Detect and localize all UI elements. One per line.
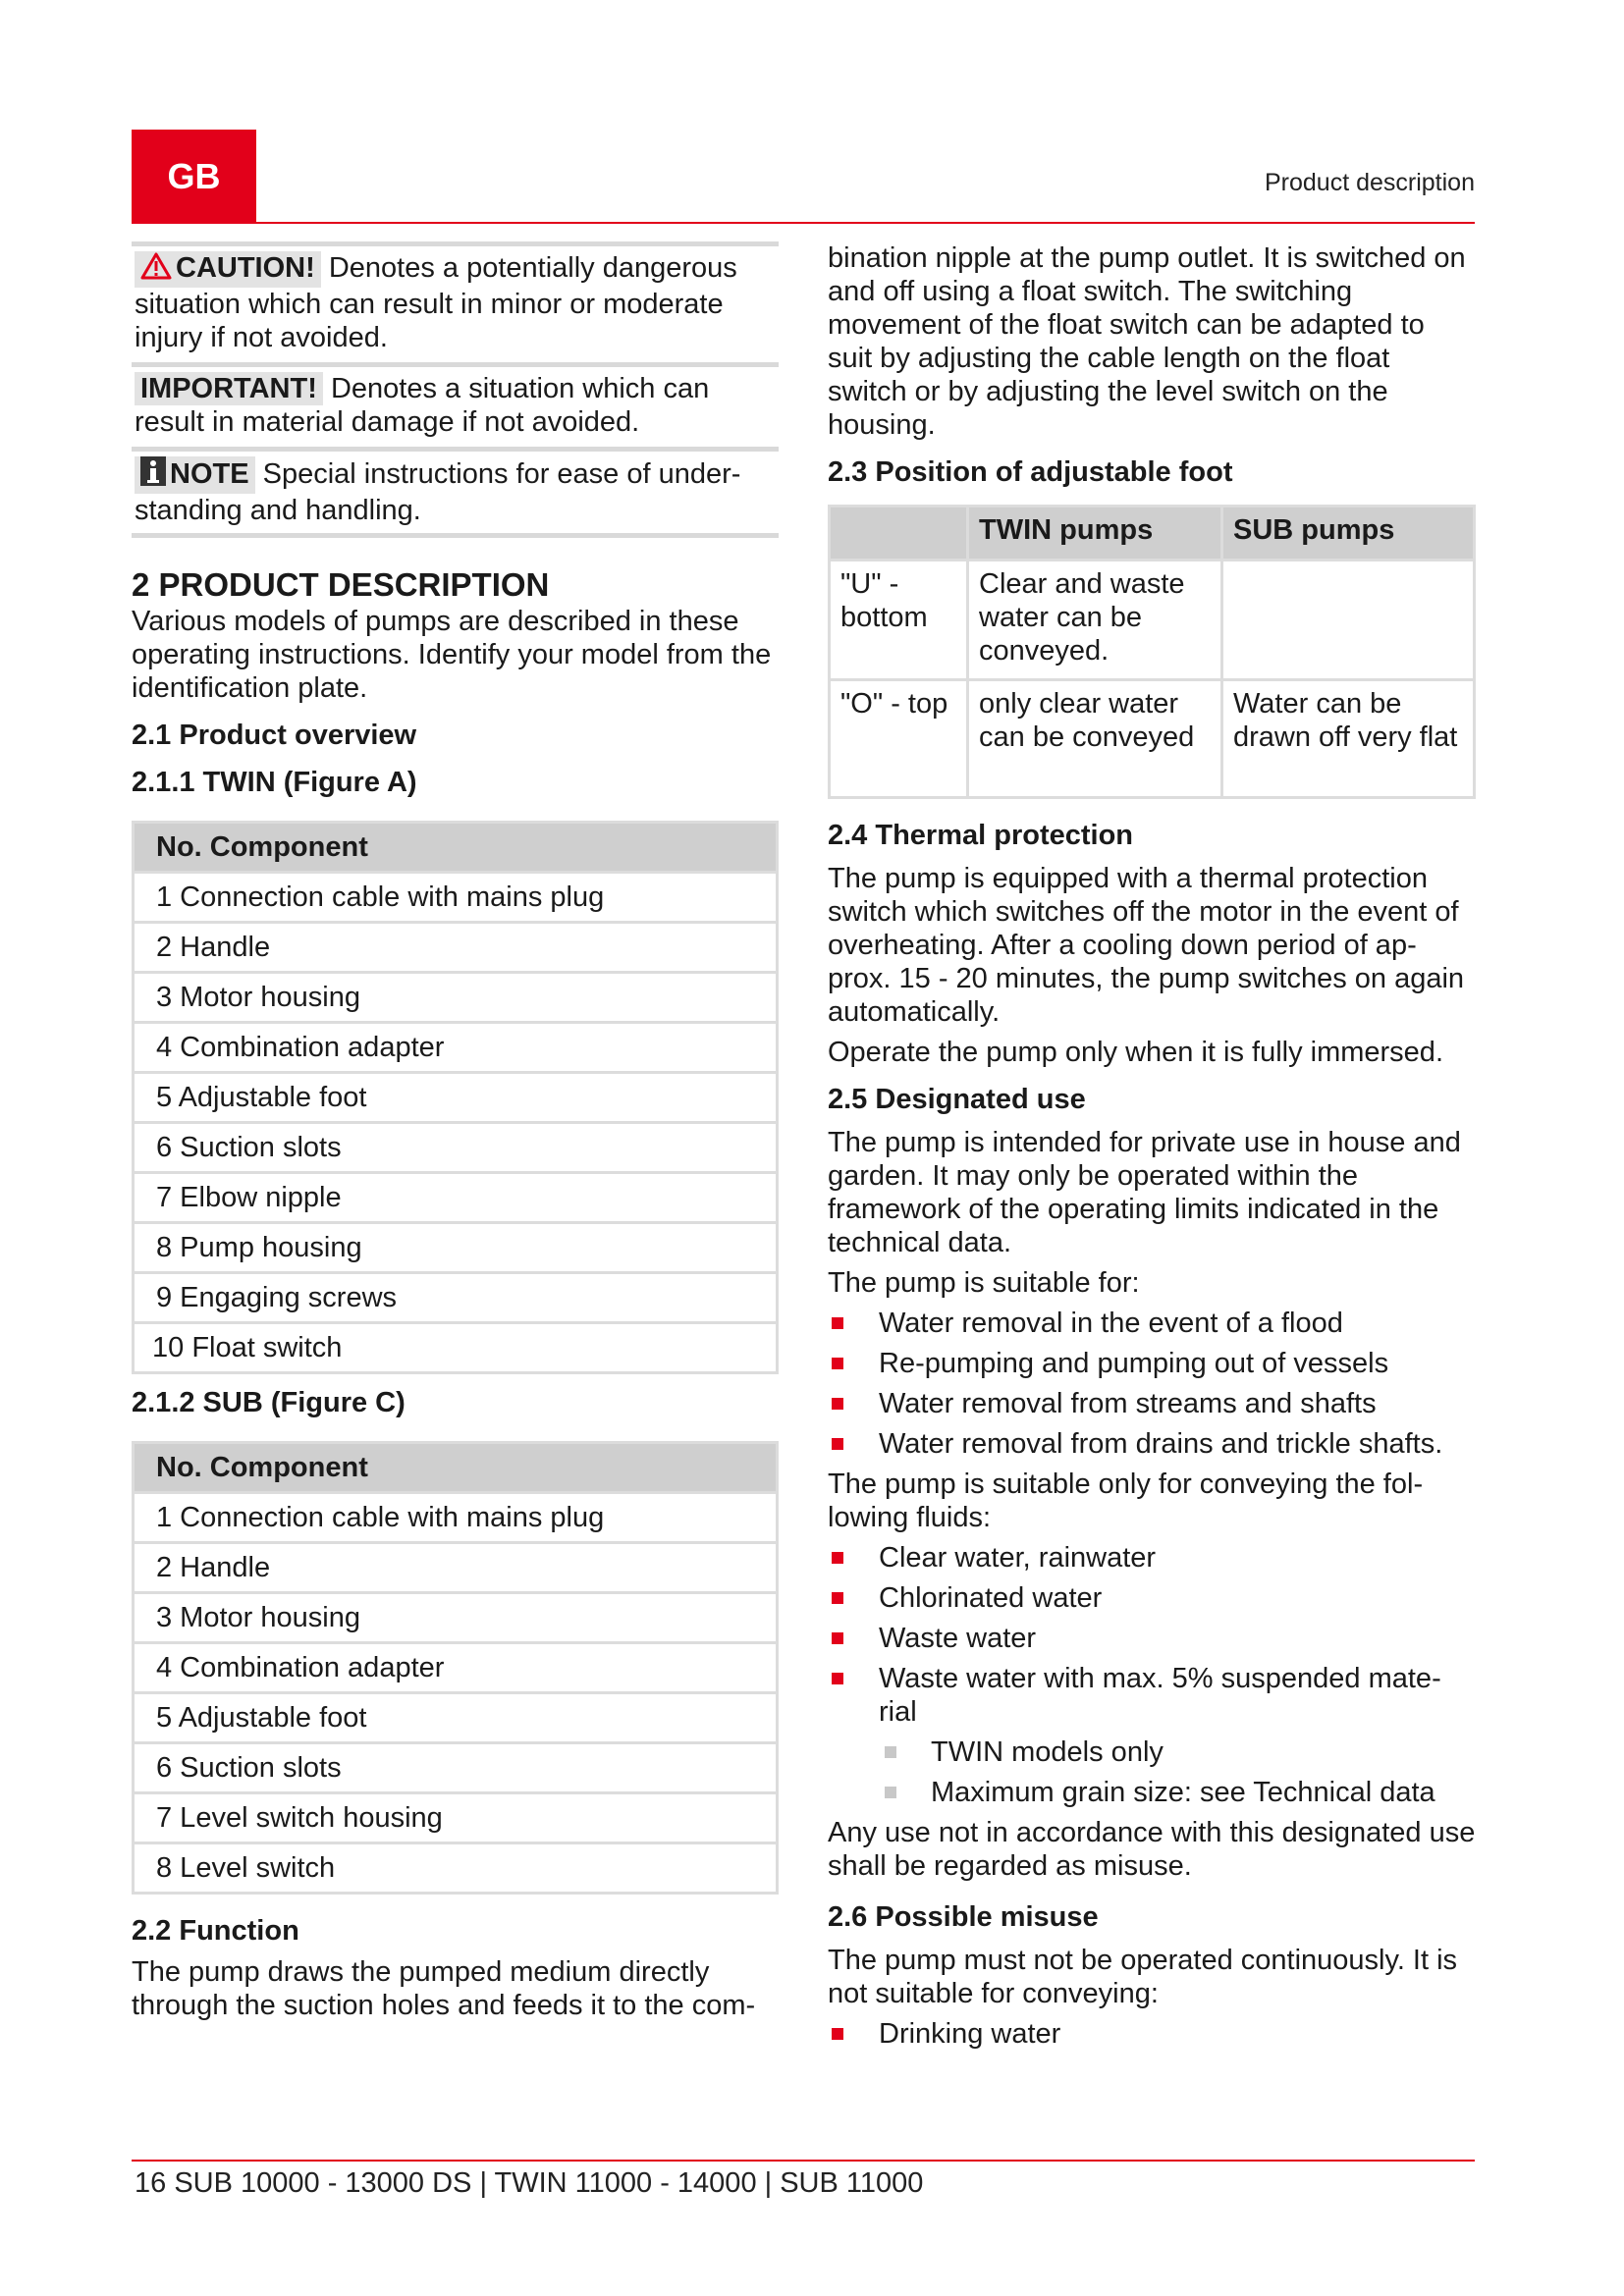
table-row: 7 Elbow nipple xyxy=(134,1173,778,1223)
language-badge: GB xyxy=(132,130,256,223)
list-item: Chlorinated water xyxy=(828,1581,1476,1615)
table-row: 9 Engaging screws xyxy=(134,1273,778,1323)
table-header-cell: SUB pumps xyxy=(1222,507,1475,561)
table-row: 2 Handle xyxy=(134,1543,778,1593)
table-row: "U" - bottom Clear and waste water can be conveyed. xyxy=(830,561,1475,680)
section-2-1-1-heading: 2.1.1 TWIN (Figure A) xyxy=(132,767,417,798)
twin-component-table xyxy=(132,821,779,1374)
table-row: 1 Connection cable with mains plug xyxy=(134,873,778,923)
table-row: 10 Float switch xyxy=(134,1323,778,1373)
right-column xyxy=(828,241,1476,2057)
note-label: NOTE xyxy=(135,456,255,494)
list-item: Water removal in the event of a flood xyxy=(828,1307,1476,1340)
thermal-text: The pump is equipped with a thermal protection switch which switches off the motor in the event of overheating. After a cooling down period of ap-prox. 15 - 20 minutes, the pump switches on again automatically. xyxy=(828,863,1465,1028)
thermal-note: Operate the pump only when it is fully immersed. xyxy=(828,1037,1443,1068)
misuse-statement: Any use not in accordance with this designated use shall be regarded as misuse. xyxy=(828,1817,1476,1882)
table-row: 7 Level switch housing xyxy=(134,1793,778,1843)
warning-triangle-icon xyxy=(140,252,172,288)
table-row: 3 Motor housing xyxy=(134,1593,778,1643)
footer-rule xyxy=(132,2160,1475,2162)
list-item: Maximum grain size: see Technical data xyxy=(828,1776,1476,1809)
fluids-sub-list xyxy=(828,1735,1476,1809)
sub-component-table xyxy=(132,1441,779,1895)
list-item: Re-pumping and pumping out of vessels xyxy=(828,1347,1476,1380)
table-row: 3 Motor housing xyxy=(134,973,778,1023)
list-item: Waste water xyxy=(828,1622,1476,1655)
table-header: No. Component xyxy=(134,823,778,873)
left-column xyxy=(132,241,779,2022)
table-row: 8 Level switch xyxy=(134,1843,778,1894)
list-item: Drinking water xyxy=(828,2017,1476,2051)
fluids-intro: The pump is suitable only for conveying the fol-lowing fluids: xyxy=(828,1468,1424,1533)
table-row: 6 Suction slots xyxy=(134,1743,778,1793)
list-item: Waste water with max. 5% suspended mate-rial xyxy=(828,1662,1476,1729)
table-row: 1 Connection cable with mains plug xyxy=(134,1493,778,1543)
list-item: Water removal from streams and shafts xyxy=(828,1387,1476,1420)
section-2-intro: Various models of pumps are described in these operating instructions. Identify your model from the identification plate. xyxy=(132,606,772,704)
designated-use-text: The pump is intended for private use in house and garden. It may only be operated within the framework of the operating limits indicated in the technical data. xyxy=(828,1127,1461,1258)
table-row: 4 Combination adapter xyxy=(134,1023,778,1073)
section-2-1-heading: 2.1 Product overview xyxy=(132,720,417,751)
caution-text: Denotes a potentially dangerous situation which can result in minor or moderate injury if not avoided. xyxy=(135,252,737,353)
section-2-6-heading: 2.6 Possible misuse xyxy=(828,1901,1099,1933)
section-2-3-heading: 2.3 Position of adjustable foot xyxy=(828,456,1233,488)
possible-misuse-text: The pump must not be operated continuously. It is not suitable for conveying: xyxy=(828,1945,1458,2009)
list-item: TWIN models only xyxy=(828,1735,1476,1769)
info-icon xyxy=(140,456,166,494)
list-item: Clear water, rainwater xyxy=(828,1541,1476,1575)
important-text: Denotes a situation which can result in material damage if not avoided. xyxy=(135,373,710,438)
suitable-for-intro: The pump is suitable for: xyxy=(828,1267,1140,1299)
section-header-title: Product description xyxy=(1264,169,1475,196)
table-header: No. Component xyxy=(134,1443,778,1493)
function-text-left: The pump draws the pumped medium directly through the suction holes and feeds it to the com- xyxy=(132,1956,756,2021)
section-2-5-heading: 2.5 Designated use xyxy=(828,1084,1086,1115)
section-2-1-2-heading: 2.1.2 SUB (Figure C) xyxy=(132,1387,406,1418)
table-row: 5 Adjustable foot xyxy=(134,1693,778,1743)
misuse-list xyxy=(828,2017,1476,2051)
table-row: 4 Combination adapter xyxy=(134,1643,778,1693)
table-row: 8 Pump housing xyxy=(134,1223,778,1273)
section-2-heading: 2 PRODUCT DESCRIPTION xyxy=(132,566,550,603)
table-row: "O" - top only clear water can be conveyed Water can be drawn off very flat xyxy=(830,680,1475,798)
section-2-2-heading: 2.2 Function xyxy=(132,1915,299,1947)
header-rule xyxy=(132,222,1475,224)
suitable-list xyxy=(828,1307,1476,1461)
table-header-cell: TWIN pumps xyxy=(968,507,1222,561)
note-text: Special instructions for ease of under-standing and handling. xyxy=(135,458,741,526)
important-label: IMPORTANT! xyxy=(135,372,323,405)
caution-notice xyxy=(132,241,779,360)
caution-label: CAUTION! xyxy=(135,251,321,288)
table-header-cell xyxy=(830,507,968,561)
fluids-list xyxy=(828,1541,1476,1729)
function-text-right: bination nipple at the pump outlet. It is switched on and off using a float switch. The switching movement of the float switch can be adapted to suit by adjusting the cable length on the float switch or by adjusting the level switch on the housing. xyxy=(828,242,1466,441)
footer-text: 16 SUB 10000 - 13000 DS | TWIN 11000 - 14000 | SUB 11000 xyxy=(135,2167,924,2199)
important-notice xyxy=(132,362,779,445)
note-notice xyxy=(132,447,779,538)
table-row: 2 Handle xyxy=(134,923,778,973)
list-item: Water removal from drains and trickle shafts. xyxy=(828,1427,1476,1461)
foot-position-table xyxy=(828,505,1476,799)
section-2-4-heading: 2.4 Thermal protection xyxy=(828,820,1134,851)
table-row: 6 Suction slots xyxy=(134,1123,778,1173)
table-row: 5 Adjustable foot xyxy=(134,1073,778,1123)
